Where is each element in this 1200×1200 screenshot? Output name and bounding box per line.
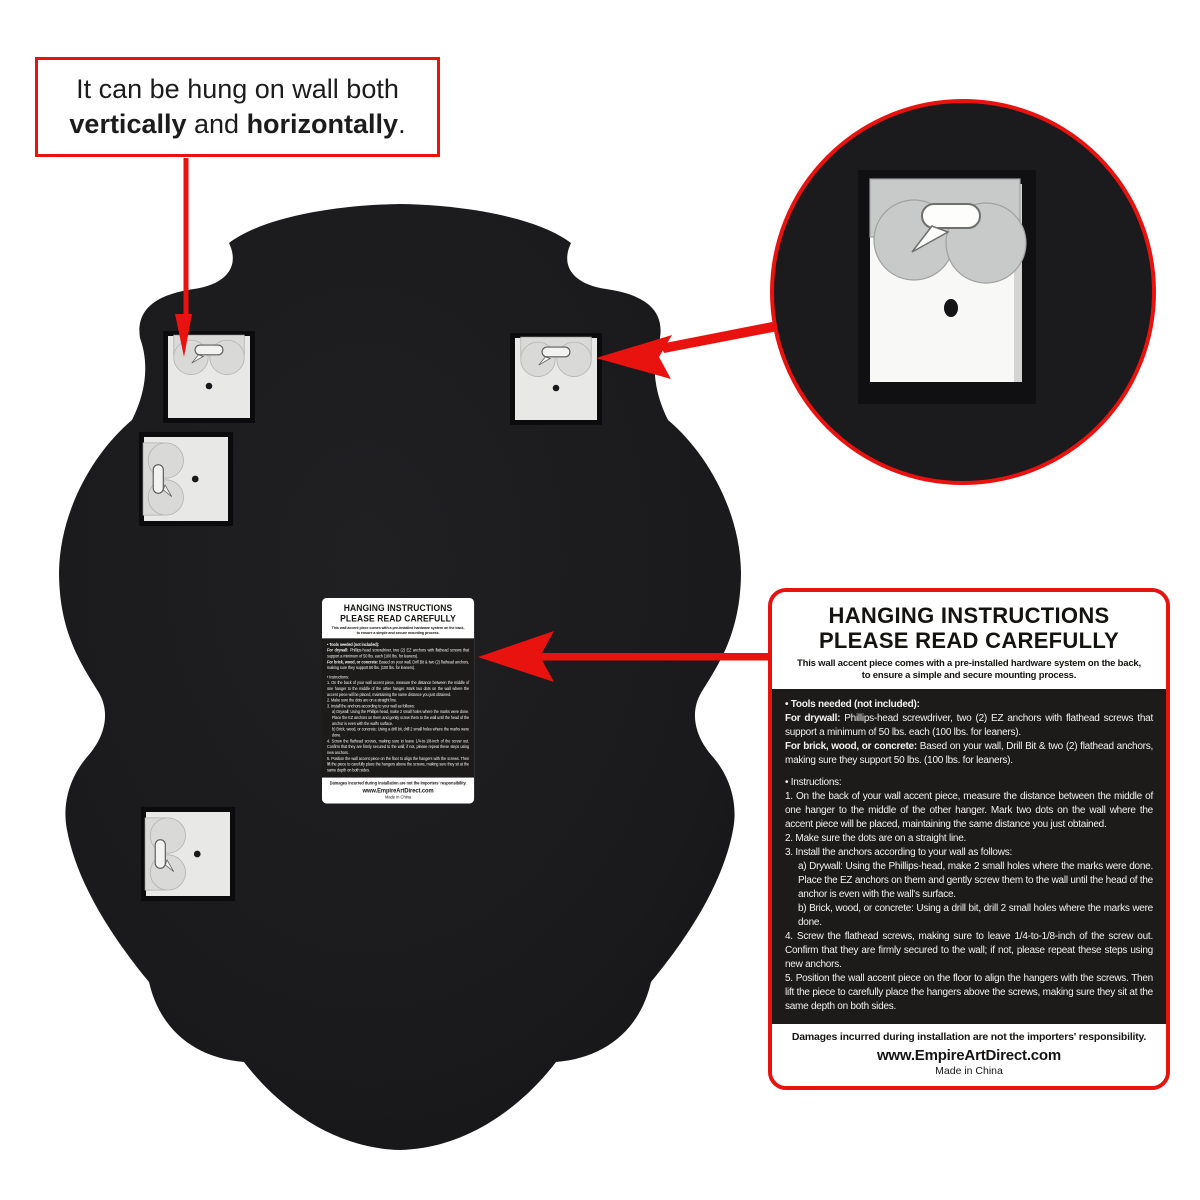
panel-title: HANGING INSTRUCTIONS PLEASE READ CAREFULLY xyxy=(818,603,1120,653)
step-1: 1. On the back of your wall accent piece, measure the distance between the middle of one hanger to the middle of the other hanger. Mark two dots on the wall where the accent piece will be placed, maintaining the same distance you just obtained. xyxy=(785,791,1153,830)
step-3: 3. Install the anchors according to your wall as follows: xyxy=(785,847,1012,858)
callout-line1 xyxy=(76,72,399,107)
inset-screw-hole xyxy=(944,299,958,317)
sticker-panel: HANGING INSTRUCTIONS PLEASE READ CAREFULLY This wall accent piece comes with a pre-installed hardware system on the back, to ensure a simple and secure mounting process. • Tools needed (not included): For drywall: Phillips-head screwdriver, two (2) EZ anchors with flathead screws that support a minimum of 50 lbs. each (100 lbs. for leaners). For brick, wood, or concrete: Based on your wall, Drill Bit & two (2) flathead anchors, making sure they support 50 lbs. (100 lbs. for leaners). • Instructions: 1. On the back of your wall accent piece, measure the distance between the middle of one hanger to the middle of the other hanger. Mark two dots on the wall where the accent piece will be placed, maintaining the same distance you just obtained. 2. Make sure the dots are on a straight line. 3. Install the anchors according to your wall as follows: a) Drywall: Using the Phillips-head, make 2 small holes where the marks were done. Place the EZ anchors on them and gently screw them to the wall until the head of the anchor is even with the wall's surface. b) Brick, wood, or concrete: Using a drill bit, drill 2 small holes where the marks were done. 4. Screw the flathead screws, making sure to leave 1/4-to-1/8-inch of the screw out. Confirm that they are firmly secured to the wall; if not, please repeat these steps using new anchors. 5. Position the wall accent piece on the floor to align the hangers with the screws. Then lift the piece to carefully place the hangers above the screws, making sure they sit at the same depth on both sides. Damages incurred during installation are not the importers' responsibility. www.EmpireArtDirect.com Made in China xyxy=(322,598,474,804)
hanger-bracket-top-right xyxy=(510,333,602,425)
callout-vertically: vertically xyxy=(69,109,187,139)
tools-heading: • Tools needed (not included): xyxy=(785,699,920,710)
inset-keyhole-slot xyxy=(922,204,980,228)
step-2: 2. Make sure the dots are on a straight line. xyxy=(785,833,967,844)
hanger-zoom-inset xyxy=(772,101,1154,483)
step-3a: a) Drywall: Using the Phillips-head, make 2 small holes where the marks were done. Place the EZ anchors on them and gently screw them to the wall until the head of the anchor is even with the wall's surface. xyxy=(798,861,1153,900)
origin-text: Made in China xyxy=(935,1065,1003,1077)
panel-footer xyxy=(772,1024,1166,1086)
instruction-sticker xyxy=(322,598,474,800)
tools-drywall: For drywall: Phillips-head screwdriver, two (2) EZ anchors with flathead screws that support a minimum of 50 lbs. each (100 lbs. for leaners). xyxy=(785,713,1153,738)
callout-horizontally: horizontally xyxy=(246,109,399,139)
hanging-instructions-panel xyxy=(768,588,1170,1090)
panel-subtitle: This wall accent piece comes with a pre-installed hardware system on the back, to ensure a simple and secure mounting process. xyxy=(797,658,1141,681)
hanger-bracket-left-middle xyxy=(139,432,233,526)
panel-header xyxy=(772,592,1166,689)
step-5: 5. Position the wall accent piece on the floor to align the hangers with the screws. Then lift the piece to carefully place the hangers above the screws, making sure they sit at the same depth on both sides. xyxy=(785,973,1153,1012)
hanger-bracket-top-left xyxy=(163,331,255,423)
tools-brick: For brick, wood, or concrete: Based on your wall, Drill Bit & two (2) flathead anchors, making sure they support 50 lbs. (100 lbs. for leaners). xyxy=(785,741,1153,766)
disclaimer-text: Damages incurred during installation are not the importers' responsibility. xyxy=(791,1031,1147,1043)
hanger-bracket-bottom-left xyxy=(141,807,235,901)
website-text: www.EmpireArtDirect.com xyxy=(876,1047,1062,1064)
step-4: 4. Screw the flathead screws, making sure to leave 1/4-to-1/8-inch of the screw out. Confirm that they are firmly secured to the wall; if not, please repeat these steps using new anchors. xyxy=(785,931,1153,970)
instructions-heading: • Instructions: xyxy=(785,777,842,788)
callout-line2: vertically and horizontally. xyxy=(69,109,406,139)
callout-text: It can be hung on wall both xyxy=(76,74,399,104)
orientation-callout-box xyxy=(35,57,440,157)
step-3b: b) Brick, wood, or concrete: Using a drill bit, drill 2 small holes where the marks were done. xyxy=(798,903,1153,928)
panel-body xyxy=(772,689,1166,1024)
